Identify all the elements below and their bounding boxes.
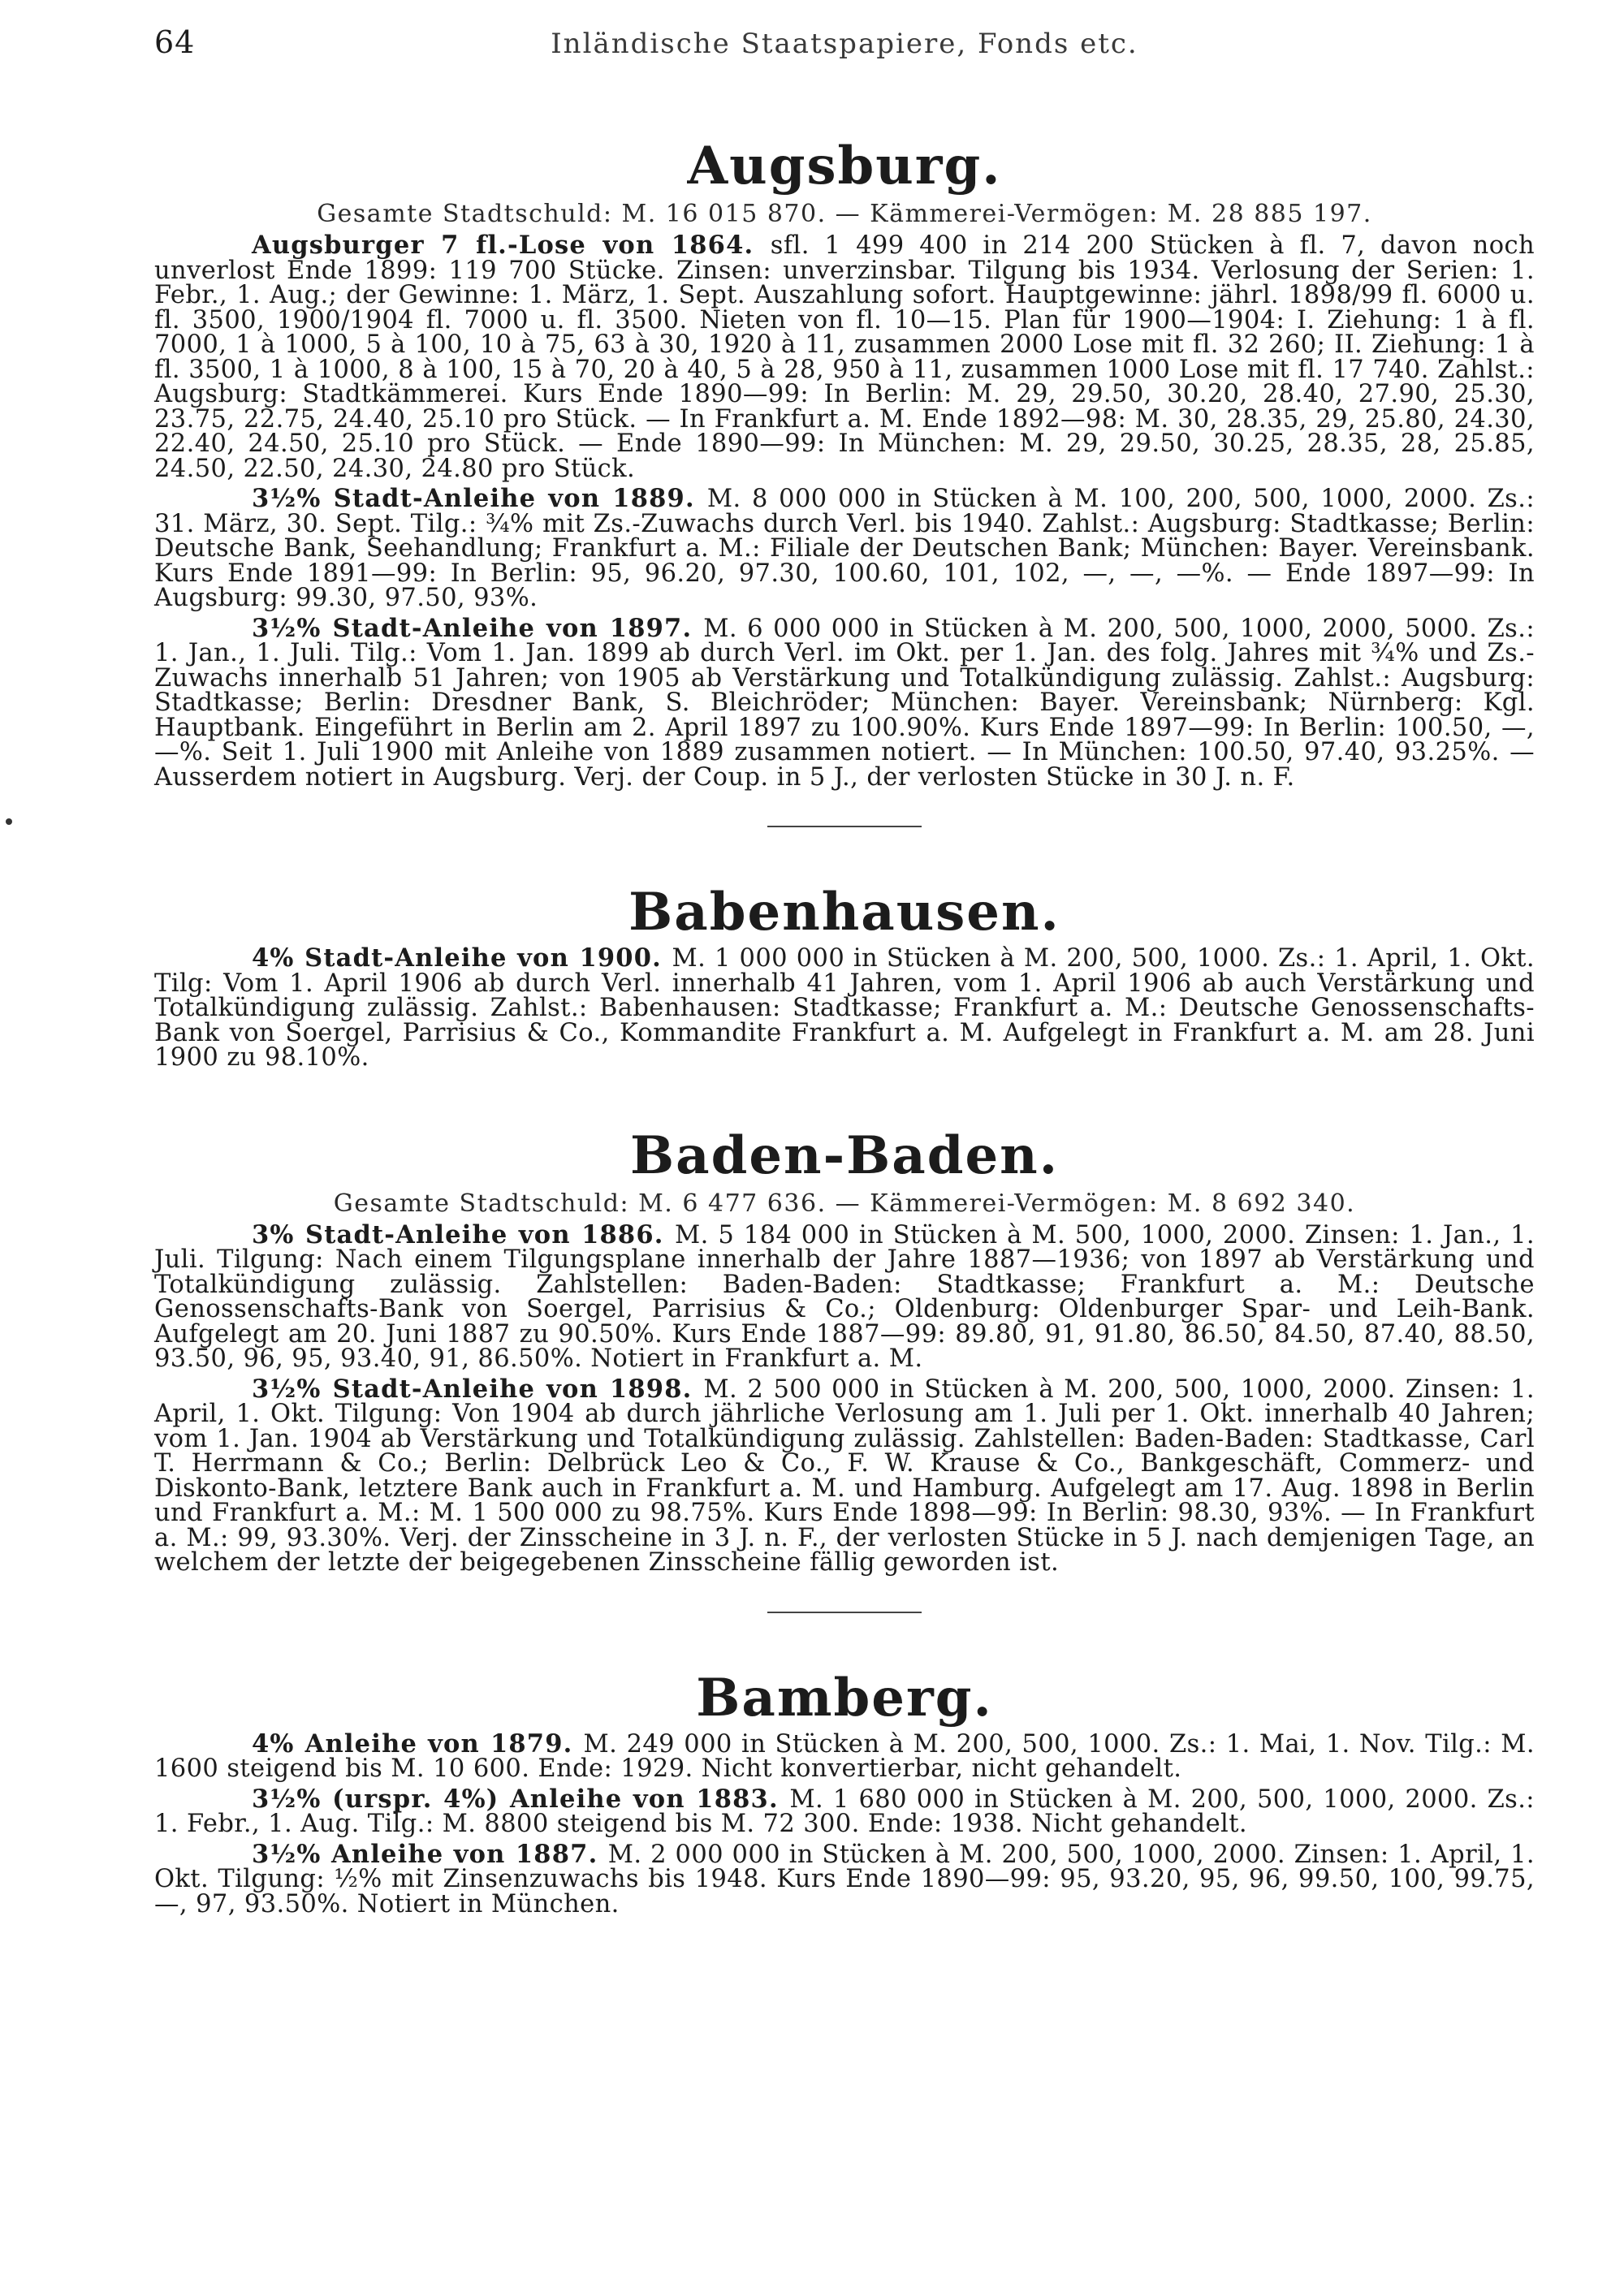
- section-divider: [767, 1612, 922, 1613]
- city-title-babenhausen: Babenhausen.: [628, 882, 1060, 943]
- entry-heading: 3½% (urspr. 4%) Anleihe von 1883.: [252, 1784, 790, 1814]
- entry-heading: 3% Stadt-Anleihe von 1886.: [252, 1219, 675, 1249]
- entry-text: M. 2 000 000 in Stücken à M. 200, 500, 1000, 2000. Zinsen: 1. April, 1. Okt. Tilgung: ½% mit Zinsenzuwachs bis 1948. Kurs Ende 1890—99: 95, 93.20, 95, 96, 99.50, 100, 99.75, —, 97, 93.50%. Notiert in München.: [154, 1840, 1535, 1918]
- entry-heading: 4% Stadt-Anleihe von 1900.: [252, 943, 672, 973]
- entry-heading: 3½% Stadt-Anleihe von 1897.: [252, 613, 704, 643]
- stray-print-mark: [6, 818, 12, 825]
- entry-text: M. 2 500 000 in Stücken à M. 200, 500, 1000, 2000. Zinsen: 1. April, 1. Okt. Tilgung: Von 1904 ab durch jährliche Verlosung am 1. Juli per 1. Okt. innerhalb 40 Jahren; vom 1. Jan. 1904 ab Verstärkung und Totalkündigung zulässig. Zahlstellen: Baden-Baden: Stadtkasse, Carl T. Herrmann & Co.; Berlin: Delbrück Leo & Co., F. W. Krause & Co., Bankgeschäft, Commerz- und Diskonto-Bank, letztere Bank auch in Frankfurt a. M. und Hamburg. Aufgelegt am 17. Aug. 1898 in Berlin und Frankfurt a. M.: M. 1 500 000 zu 98.75%. Kurs Ende 1898—99: In Berlin: 98.30, 93%. — In Frankfurt a. M.: 99, 93.30%. Verj. der Zinsscheine in 3 J. n. F., der verlosten Stücke in 5 J. nach demjenigen Tage, an welchem der letzte der beigegebenen Zinsscheine fällig geworden ist.: [154, 1375, 1535, 1577]
- augsburg-lottery-loan-entry: [154, 233, 1535, 481]
- bamberg-loan-1887-entry: [154, 1839, 1535, 1918]
- augsburg-loan-1897-entry: [154, 613, 1535, 792]
- entry-heading: 4% Anleihe von 1879.: [252, 1728, 584, 1759]
- entry-text: M. 5 184 000 in Stücken à M. 500, 1000, 2000. Zinsen: 1. Jan., 1. Juli. Tilgung: Nach einem Tilgungsplane innerhalb der Jahre 1887—1936; von 1897 ab Verstärkung und Totalkündigung zulässig. Zahlstellen: Baden-Baden: Stadtkasse; Frankfurt a. M.: Deutsche Genossenschafts-Bank von Soergel, Parrisius & Co.; Oldenburg: Oldenburger Spar- und Leih-Bank. Aufgelegt am 20. Juni 1887 zu 90.50%. Kurs Ende 1887—99: 89.80, 91, 91.80, 86.50, 84.50, 87.40, 88.50, 93.50, 96, 95, 93.40, 91, 86.50%. Notiert in Frankfurt a. M.: [154, 1220, 1535, 1373]
- entry-text: M. 6 000 000 in Stücken à M. 200, 500, 1000, 2000, 5000. Zs.: 1. Jan., 1. Juli. Tilg.: Vom 1. Jan. 1899 ab durch Verl. im Okt. per 1. Jan. des folg. Jahres mit ¾% und Zs.-Zuwachs innerhalb 51 Jahren; von 1905 ab Verstärkung und Totalkündigung zulässig. Zahlst.: Augsburg: Stadtkasse; Berlin: Dresdner Bank, S. Bleichröder; München: Bayer. Vereinsbank; Nürnberg: Kgl. Hauptbank. Eingeführt in Berlin am 2. April 1897 zu 100.90%. Kurs Ende 1897—99: In Berlin: 100.50, —, —%. Seit 1. Juli 1900 mit Anleihe von 1889 zusammen notiert. — In München: 100.50, 97.40, 93.25%. — Ausserdem notiert in Augsburg. Verj. der Coup. in 5 J., der verlosten Stücke in 30 J. n. F.: [154, 614, 1535, 792]
- running-title: Inländische Staatspapiere, Fonds etc.: [551, 28, 1138, 60]
- page-number: 64: [154, 24, 196, 60]
- section-baden-baden: [154, 1124, 1535, 1577]
- city-title-augsburg: Augsburg.: [687, 136, 1002, 196]
- section-divider: [767, 826, 922, 827]
- baden-baden-loan-1898-entry: [154, 1374, 1535, 1577]
- baden-baden-debt-summary: Gesamte Stadtschuld: M. 6 477 636. — Kämmerei-Vermögen: M. 8 692 340.: [333, 1189, 1356, 1218]
- section-augsburg: [154, 138, 1535, 790]
- bamberg-loan-1883-entry: [154, 1784, 1535, 1838]
- entry-heading: Augsburger 7 fl.-Lose von 1864.: [252, 231, 771, 260]
- document-page: [154, 24, 1535, 1917]
- entry-heading: 3½% Stadt-Anleihe von 1898.: [252, 1374, 704, 1404]
- augsburg-loan-1889-entry: [154, 486, 1535, 611]
- section-bamberg: [154, 1667, 1535, 1918]
- city-title-baden-baden: Baden-Baden.: [630, 1124, 1059, 1186]
- entry-text: M. 249 000 in Stücken à M. 200, 500, 1000. Zs.: 1. Mai, 1. Nov. Tilg.: M. 1600 steigend bis M. 10 600. Ende: 1929. Nicht konvertierbar, nicht gehandelt.: [154, 1729, 1535, 1783]
- entry-text: sfl. 1 499 400 in 214 200 Stücken à fl. 7, davon noch unverlost Ende 1899: 119 700 Stücke. Zinsen: unverzinsbar. Tilgung bis 1934. Verlosung der Serien: 1. Febr., 1. Aug.; der Gewinne: 1. März, 1. Sept. Auszahlung sofort. Hauptgewinne: jährl. 1898/99 fl. 6000 u. fl. 3500, 1900/1904 fl. 7000 u. fl. 3500. Nieten von fl. 10—15. Plan für 1900—1904: I. Ziehung: 1 à fl. 7000, 1 à 1000, 5 à 100, 10 à 75, 63 à 30, 1920 à 11, zusammen 2000 Lose mit fl. 32 260; II. Ziehung: 1 à fl. 3500, 1 à 1000, 8 à 100, 15 à 70, 20 à 40, 5 à 28, 950 à 11, zusammen 1000 Lose mit fl. 17 740. Zahlst.: Augsburg: Stadtkämmerei. Kurs Ende 1890—99: In Berlin: M. 29, 29.50, 30.20, 28.40, 27.90, 25.30, 23.75, 22.75, 24.40, 25.10 pro Stück. — In Frankfurt a. M. Ende 1892—98: M. 30, 28.35, 29, 25.80, 24.30, 22.40, 24.50, 25.10 pro Stück. — Ende 1890—99: In München: M. 29, 29.50, 30.25, 28.35, 28, 25.85, 24.50, 22.50, 24.30, 24.80 pro Stück.: [154, 231, 1535, 483]
- baden-baden-loan-1886-entry: [154, 1219, 1535, 1373]
- section-babenhausen: [154, 884, 1535, 1071]
- entry-text: M. 8 000 000 in Stücken à M. 100, 200, 500, 1000, 2000. Zs.: 31. März, 30. Sept. Tilg.: ¾% mit Zs.-Zuwachs durch Verl. bis 1940. Zahlst.: Augsburg: Stadtkasse; Berlin: Deutsche Bank, Seehandlung; Frankfurt a. M.: Filiale der Deutschen Bank; München: Bayer. Vereinsbank. Kurs Ende 1891—99: In Berlin: 95, 96.20, 97.30, 100.60, 101, 102, —, —, —%. — Ende 1897—99: In Augsburg: 99.30, 97.50, 93%.: [154, 485, 1535, 612]
- babenhausen-loan-1900-entry: [154, 943, 1535, 1072]
- running-header: [154, 24, 1535, 73]
- city-title-bamberg: Bamberg.: [696, 1667, 993, 1728]
- entry-text: M. 1 000 000 in Stücken à M. 200, 500, 1000. Zs.: 1. April, 1. Okt. Tilg: Vom 1. April 1906 ab durch Verl. innerhalb 41 Jahren, vom 1. April 1906 ab auch Verstärkung und Totalkündigung zulässig. Zahlst.: Babenhausen: Stadtkasse; Frankfurt a. M.: Deutsche Genossenschafts-Bank von Soergel, Parrisius & Co., Kommandite Frankfurt a. M. Aufgelegt in Frankfurt a. M. am 28. Juni 1900 zu 98.10%.: [154, 944, 1535, 1072]
- augsburg-debt-summary: Gesamte Stadtschuld: M. 16 015 870. — Kämmerei-Vermögen: M. 28 885 197.: [317, 200, 1372, 228]
- entry-text: M. 1 680 000 in Stücken à M. 200, 500, 1000, 2000. Zs.: 1. Febr., 1. Aug. Tilg.: M. 8800 steigend bis M. 72 300. Ende: 1938. Nicht gehandelt.: [154, 1785, 1535, 1838]
- bamberg-loan-1879-entry: [154, 1728, 1535, 1783]
- entry-heading: 3½% Anleihe von 1887.: [252, 1839, 608, 1869]
- entry-heading: 3½% Stadt-Anleihe von 1889.: [252, 484, 707, 513]
